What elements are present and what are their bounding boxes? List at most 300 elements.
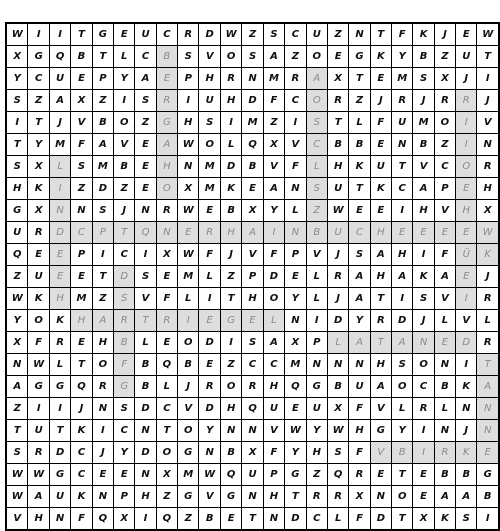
grid-cell[interactable]: L: [135, 332, 156, 354]
grid-cell[interactable]: I: [178, 310, 199, 332]
grid-cell[interactable]: U: [306, 23, 327, 46]
grid-cell[interactable]: H: [392, 244, 413, 266]
grid-cell[interactable]: K: [477, 244, 499, 266]
grid-cell[interactable]: E: [156, 68, 177, 90]
grid-cell[interactable]: Z: [327, 23, 348, 46]
grid-cell[interactable]: P: [242, 266, 263, 288]
grid-cell[interactable]: I: [28, 23, 49, 46]
grid-cell[interactable]: C: [71, 464, 92, 486]
grid-cell[interactable]: N: [434, 420, 455, 442]
grid-cell[interactable]: R: [199, 376, 220, 398]
grid-cell[interactable]: T: [349, 178, 370, 200]
grid-cell[interactable]: H: [370, 354, 391, 376]
grid-cell[interactable]: A: [28, 486, 49, 508]
grid-cell[interactable]: Z: [6, 266, 28, 288]
grid-cell[interactable]: A: [263, 46, 284, 68]
grid-cell[interactable]: R: [434, 442, 455, 464]
grid-cell[interactable]: S: [413, 68, 434, 90]
grid-cell[interactable]: E: [156, 332, 177, 354]
grid-cell[interactable]: H: [220, 398, 241, 420]
grid-cell[interactable]: C: [135, 46, 156, 68]
grid-cell[interactable]: N: [477, 398, 499, 420]
grid-cell[interactable]: N: [242, 68, 263, 90]
grid-cell[interactable]: P: [434, 178, 455, 200]
grid-cell[interactable]: Z: [135, 112, 156, 134]
grid-cell[interactable]: O: [456, 156, 477, 178]
grid-cell[interactable]: F: [156, 288, 177, 310]
grid-cell[interactable]: U: [28, 420, 49, 442]
grid-cell[interactable]: R: [242, 376, 263, 398]
grid-cell[interactable]: T: [477, 46, 499, 68]
grid-cell[interactable]: T: [71, 23, 92, 46]
grid-cell[interactable]: H: [28, 508, 49, 531]
grid-cell[interactable]: E: [242, 178, 263, 200]
grid-cell[interactable]: Z: [349, 90, 370, 112]
grid-cell[interactable]: J: [49, 112, 70, 134]
grid-cell[interactable]: D: [456, 332, 477, 354]
grid-cell[interactable]: A: [156, 134, 177, 156]
grid-cell[interactable]: R: [220, 68, 241, 90]
grid-cell[interactable]: Z: [71, 178, 92, 200]
grid-cell[interactable]: E: [199, 354, 220, 376]
grid-cell[interactable]: S: [349, 244, 370, 266]
grid-cell[interactable]: U: [28, 266, 49, 288]
grid-cell[interactable]: E: [71, 332, 92, 354]
grid-cell[interactable]: C: [349, 222, 370, 244]
grid-cell[interactable]: H: [6, 178, 28, 200]
grid-cell[interactable]: H: [456, 200, 477, 222]
grid-cell[interactable]: B: [456, 464, 477, 486]
grid-cell[interactable]: Z: [434, 134, 455, 156]
grid-cell[interactable]: O: [156, 178, 177, 200]
grid-cell[interactable]: C: [114, 244, 135, 266]
grid-cell[interactable]: B: [92, 112, 113, 134]
grid-cell[interactable]: R: [477, 156, 499, 178]
grid-cell[interactable]: E: [456, 222, 477, 244]
grid-cell[interactable]: S: [263, 23, 284, 46]
grid-cell[interactable]: W: [477, 222, 499, 244]
grid-cell[interactable]: V: [413, 156, 434, 178]
grid-cell[interactable]: J: [434, 23, 455, 46]
grid-cell[interactable]: R: [156, 90, 177, 112]
grid-cell[interactable]: Q: [92, 508, 113, 531]
grid-cell[interactable]: N: [263, 508, 284, 531]
grid-cell[interactable]: N: [92, 398, 113, 420]
grid-cell[interactable]: Z: [263, 112, 284, 134]
grid-cell[interactable]: U: [263, 398, 284, 420]
grid-cell[interactable]: K: [413, 23, 434, 46]
grid-cell[interactable]: E: [456, 266, 477, 288]
grid-cell[interactable]: C: [434, 156, 455, 178]
grid-cell[interactable]: H: [71, 310, 92, 332]
grid-cell[interactable]: E: [434, 332, 455, 354]
grid-cell[interactable]: B: [114, 332, 135, 354]
grid-cell[interactable]: P: [92, 222, 113, 244]
grid-cell[interactable]: E: [220, 508, 241, 531]
grid-cell[interactable]: V: [370, 398, 391, 420]
grid-cell[interactable]: R: [306, 486, 327, 508]
grid-cell[interactable]: C: [71, 222, 92, 244]
grid-cell[interactable]: L: [114, 46, 135, 68]
grid-cell[interactable]: B: [392, 442, 413, 464]
grid-cell[interactable]: T: [114, 222, 135, 244]
grid-cell[interactable]: W: [6, 288, 28, 310]
grid-cell[interactable]: U: [370, 156, 391, 178]
grid-cell[interactable]: G: [370, 420, 391, 442]
grid-cell[interactable]: T: [220, 288, 241, 310]
grid-cell[interactable]: W: [327, 420, 348, 442]
grid-cell[interactable]: U: [349, 376, 370, 398]
grid-cell[interactable]: L: [306, 266, 327, 288]
grid-cell[interactable]: B: [413, 134, 434, 156]
grid-cell[interactable]: Y: [306, 420, 327, 442]
grid-cell[interactable]: Z: [242, 23, 263, 46]
grid-cell[interactable]: R: [49, 332, 70, 354]
grid-cell[interactable]: Y: [6, 68, 28, 90]
grid-cell[interactable]: W: [178, 134, 199, 156]
grid-cell[interactable]: O: [28, 310, 49, 332]
grid-cell[interactable]: E: [456, 23, 477, 46]
grid-cell[interactable]: Y: [28, 134, 49, 156]
grid-cell[interactable]: I: [6, 112, 28, 134]
grid-cell[interactable]: Ü: [456, 244, 477, 266]
grid-cell[interactable]: T: [370, 332, 391, 354]
grid-cell[interactable]: K: [370, 178, 391, 200]
grid-cell[interactable]: N: [349, 23, 370, 46]
grid-cell[interactable]: S: [199, 112, 220, 134]
grid-cell[interactable]: B: [306, 222, 327, 244]
grid-cell[interactable]: L: [156, 376, 177, 398]
grid-cell[interactable]: E: [199, 310, 220, 332]
grid-cell[interactable]: K: [71, 420, 92, 442]
grid-cell[interactable]: R: [114, 310, 135, 332]
grid-cell[interactable]: K: [71, 486, 92, 508]
grid-cell[interactable]: M: [178, 464, 199, 486]
grid-cell[interactable]: B: [434, 376, 455, 398]
grid-cell[interactable]: J: [477, 266, 499, 288]
grid-cell[interactable]: E: [178, 222, 199, 244]
grid-cell[interactable]: B: [220, 200, 241, 222]
grid-cell[interactable]: K: [220, 178, 241, 200]
grid-cell[interactable]: J: [370, 90, 391, 112]
grid-cell[interactable]: J: [413, 90, 434, 112]
grid-cell[interactable]: N: [306, 354, 327, 376]
grid-cell[interactable]: E: [28, 244, 49, 266]
grid-cell[interactable]: I: [263, 222, 284, 244]
grid-cell[interactable]: Q: [242, 398, 263, 420]
grid-cell[interactable]: F: [199, 244, 220, 266]
grid-cell[interactable]: N: [285, 222, 306, 244]
grid-cell[interactable]: M: [49, 134, 70, 156]
grid-cell[interactable]: I: [306, 310, 327, 332]
grid-cell[interactable]: T: [392, 508, 413, 531]
grid-cell[interactable]: H: [263, 486, 284, 508]
grid-cell[interactable]: E: [477, 442, 499, 464]
grid-cell[interactable]: E: [285, 398, 306, 420]
grid-cell[interactable]: J: [456, 420, 477, 442]
grid-cell[interactable]: T: [477, 354, 499, 376]
grid-cell[interactable]: R: [156, 310, 177, 332]
grid-cell[interactable]: L: [263, 310, 284, 332]
grid-cell[interactable]: I: [178, 90, 199, 112]
grid-cell[interactable]: L: [477, 310, 499, 332]
grid-cell[interactable]: A: [135, 68, 156, 90]
grid-cell[interactable]: G: [28, 376, 49, 398]
grid-cell[interactable]: Y: [6, 310, 28, 332]
grid-cell[interactable]: T: [370, 288, 391, 310]
grid-cell[interactable]: O: [220, 376, 241, 398]
grid-cell[interactable]: S: [6, 156, 28, 178]
grid-cell[interactable]: I: [477, 508, 499, 531]
grid-cell[interactable]: N: [392, 134, 413, 156]
grid-cell[interactable]: X: [242, 200, 263, 222]
grid-cell[interactable]: U: [199, 90, 220, 112]
grid-cell[interactable]: H: [413, 200, 434, 222]
grid-cell[interactable]: F: [114, 354, 135, 376]
grid-cell[interactable]: N: [434, 354, 455, 376]
grid-cell[interactable]: S: [178, 46, 199, 68]
grid-cell[interactable]: R: [178, 23, 199, 46]
grid-cell[interactable]: V: [242, 244, 263, 266]
grid-cell[interactable]: T: [6, 134, 28, 156]
grid-cell[interactable]: V: [6, 508, 28, 531]
grid-cell[interactable]: G: [349, 46, 370, 68]
grid-cell[interactable]: S: [135, 90, 156, 112]
grid-cell[interactable]: B: [156, 46, 177, 68]
grid-cell[interactable]: D: [92, 178, 113, 200]
grid-cell[interactable]: B: [71, 46, 92, 68]
grid-cell[interactable]: Y: [114, 442, 135, 464]
grid-cell[interactable]: J: [220, 244, 241, 266]
grid-cell[interactable]: E: [370, 464, 391, 486]
grid-cell[interactable]: A: [434, 266, 455, 288]
grid-cell[interactable]: K: [370, 46, 391, 68]
grid-cell[interactable]: B: [178, 354, 199, 376]
grid-cell[interactable]: R: [327, 266, 348, 288]
grid-cell[interactable]: Q: [327, 464, 348, 486]
grid-cell[interactable]: V: [71, 112, 92, 134]
grid-cell[interactable]: T: [49, 420, 70, 442]
grid-cell[interactable]: Y: [349, 310, 370, 332]
grid-cell[interactable]: F: [71, 134, 92, 156]
grid-cell[interactable]: M: [413, 112, 434, 134]
grid-cell[interactable]: C: [306, 134, 327, 156]
grid-cell[interactable]: V: [263, 420, 284, 442]
grid-cell[interactable]: V: [477, 112, 499, 134]
grid-cell[interactable]: D: [135, 442, 156, 464]
grid-cell[interactable]: N: [199, 442, 220, 464]
grid-cell[interactable]: V: [135, 288, 156, 310]
grid-cell[interactable]: M: [392, 68, 413, 90]
grid-cell[interactable]: G: [285, 464, 306, 486]
grid-cell[interactable]: W: [220, 23, 241, 46]
grid-cell[interactable]: W: [327, 200, 348, 222]
grid-cell[interactable]: E: [114, 464, 135, 486]
grid-cell[interactable]: N: [6, 354, 28, 376]
grid-cell[interactable]: C: [28, 68, 49, 90]
grid-cell[interactable]: E: [199, 200, 220, 222]
grid-cell[interactable]: A: [434, 486, 455, 508]
grid-cell[interactable]: T: [327, 112, 348, 134]
grid-cell[interactable]: A: [370, 376, 391, 398]
grid-cell[interactable]: M: [199, 178, 220, 200]
grid-cell[interactable]: K: [49, 310, 70, 332]
grid-cell[interactable]: B: [349, 134, 370, 156]
grid-cell[interactable]: Y: [263, 200, 284, 222]
grid-cell[interactable]: P: [178, 68, 199, 90]
grid-cell[interactable]: Z: [6, 398, 28, 420]
grid-cell[interactable]: B: [114, 156, 135, 178]
grid-cell[interactable]: T: [392, 156, 413, 178]
grid-cell[interactable]: A: [349, 288, 370, 310]
grid-cell[interactable]: U: [242, 464, 263, 486]
grid-cell[interactable]: M: [71, 288, 92, 310]
grid-cell[interactable]: Q: [49, 46, 70, 68]
grid-cell[interactable]: P: [92, 68, 113, 90]
grid-cell[interactable]: U: [49, 68, 70, 90]
grid-cell[interactable]: N: [477, 134, 499, 156]
grid-cell[interactable]: N: [49, 200, 70, 222]
grid-cell[interactable]: N: [370, 486, 391, 508]
grid-cell[interactable]: P: [114, 486, 135, 508]
grid-cell[interactable]: G: [114, 376, 135, 398]
grid-cell[interactable]: R: [28, 442, 49, 464]
grid-cell[interactable]: F: [263, 244, 284, 266]
grid-cell[interactable]: C: [156, 398, 177, 420]
grid-cell[interactable]: J: [477, 90, 499, 112]
grid-cell[interactable]: X: [434, 68, 455, 90]
grid-cell[interactable]: H: [349, 420, 370, 442]
grid-cell[interactable]: S: [306, 112, 327, 134]
grid-cell[interactable]: U: [327, 222, 348, 244]
grid-cell[interactable]: B: [434, 464, 455, 486]
grid-cell[interactable]: Z: [92, 90, 113, 112]
grid-cell[interactable]: V: [114, 134, 135, 156]
grid-cell[interactable]: W: [178, 200, 199, 222]
grid-cell[interactable]: Y: [285, 442, 306, 464]
grid-cell[interactable]: X: [6, 332, 28, 354]
grid-cell[interactable]: E: [135, 178, 156, 200]
grid-cell[interactable]: G: [92, 23, 113, 46]
grid-cell[interactable]: L: [306, 156, 327, 178]
grid-cell[interactable]: R: [477, 332, 499, 354]
grid-cell[interactable]: Q: [71, 376, 92, 398]
grid-cell[interactable]: E: [49, 244, 70, 266]
grid-cell[interactable]: W: [28, 354, 49, 376]
grid-cell[interactable]: N: [135, 420, 156, 442]
grid-cell[interactable]: N: [285, 310, 306, 332]
grid-cell[interactable]: K: [434, 508, 455, 531]
grid-cell[interactable]: O: [178, 332, 199, 354]
grid-cell[interactable]: T: [71, 354, 92, 376]
grid-cell[interactable]: L: [220, 134, 241, 156]
grid-cell[interactable]: W: [477, 23, 499, 46]
grid-cell[interactable]: C: [263, 354, 284, 376]
grid-cell[interactable]: F: [28, 332, 49, 354]
grid-cell[interactable]: K: [413, 266, 434, 288]
grid-cell[interactable]: Y: [199, 420, 220, 442]
grid-cell[interactable]: N: [71, 200, 92, 222]
grid-cell[interactable]: H: [135, 486, 156, 508]
grid-cell[interactable]: Z: [178, 508, 199, 531]
grid-cell[interactable]: Q: [135, 222, 156, 244]
grid-cell[interactable]: X: [71, 90, 92, 112]
grid-cell[interactable]: O: [413, 354, 434, 376]
grid-cell[interactable]: R: [392, 90, 413, 112]
grid-cell[interactable]: E: [156, 266, 177, 288]
grid-cell[interactable]: B: [199, 508, 220, 531]
grid-cell[interactable]: D: [199, 23, 220, 46]
grid-cell[interactable]: Z: [285, 46, 306, 68]
grid-cell[interactable]: O: [178, 420, 199, 442]
grid-cell[interactable]: C: [71, 442, 92, 464]
grid-cell[interactable]: Z: [306, 464, 327, 486]
grid-cell[interactable]: Y: [392, 420, 413, 442]
grid-cell[interactable]: D: [114, 266, 135, 288]
grid-cell[interactable]: A: [413, 178, 434, 200]
grid-cell[interactable]: D: [370, 508, 391, 531]
grid-cell[interactable]: X: [413, 508, 434, 531]
grid-cell[interactable]: K: [456, 376, 477, 398]
grid-cell[interactable]: X: [327, 398, 348, 420]
grid-cell[interactable]: E: [71, 266, 92, 288]
grid-cell[interactable]: Q: [156, 508, 177, 531]
grid-cell[interactable]: P: [285, 244, 306, 266]
grid-cell[interactable]: H: [477, 178, 499, 200]
grid-cell[interactable]: C: [242, 354, 263, 376]
grid-cell[interactable]: I: [220, 112, 241, 134]
grid-cell[interactable]: A: [349, 266, 370, 288]
grid-cell[interactable]: Z: [220, 354, 241, 376]
grid-cell[interactable]: N: [413, 332, 434, 354]
grid-cell[interactable]: E: [92, 464, 113, 486]
grid-cell[interactable]: A: [477, 376, 499, 398]
grid-cell[interactable]: R: [349, 464, 370, 486]
grid-cell[interactable]: S: [135, 266, 156, 288]
grid-cell[interactable]: S: [242, 46, 263, 68]
grid-cell[interactable]: L: [434, 310, 455, 332]
grid-cell[interactable]: N: [242, 420, 263, 442]
grid-cell[interactable]: E: [285, 266, 306, 288]
grid-cell[interactable]: R: [92, 376, 113, 398]
grid-cell[interactable]: X: [285, 332, 306, 354]
grid-cell[interactable]: N: [49, 508, 70, 531]
grid-cell[interactable]: N: [327, 354, 348, 376]
grid-cell[interactable]: B: [135, 376, 156, 398]
grid-cell[interactable]: G: [49, 464, 70, 486]
grid-cell[interactable]: E: [71, 68, 92, 90]
grid-cell[interactable]: I: [477, 68, 499, 90]
grid-cell[interactable]: H: [156, 156, 177, 178]
grid-cell[interactable]: R: [327, 486, 348, 508]
grid-cell[interactable]: I: [456, 354, 477, 376]
grid-cell[interactable]: I: [413, 420, 434, 442]
grid-cell[interactable]: S: [327, 442, 348, 464]
grid-cell[interactable]: I: [199, 288, 220, 310]
grid-cell[interactable]: M: [199, 156, 220, 178]
grid-cell[interactable]: O: [199, 134, 220, 156]
grid-cell[interactable]: T: [370, 23, 391, 46]
grid-cell[interactable]: A: [392, 266, 413, 288]
grid-cell[interactable]: T: [156, 420, 177, 442]
grid-cell[interactable]: D: [135, 398, 156, 420]
grid-cell[interactable]: A: [456, 486, 477, 508]
grid-cell[interactable]: B: [413, 46, 434, 68]
grid-cell[interactable]: N: [92, 486, 113, 508]
grid-cell[interactable]: B: [477, 486, 499, 508]
grid-cell[interactable]: N: [477, 420, 499, 442]
grid-cell[interactable]: I: [456, 288, 477, 310]
